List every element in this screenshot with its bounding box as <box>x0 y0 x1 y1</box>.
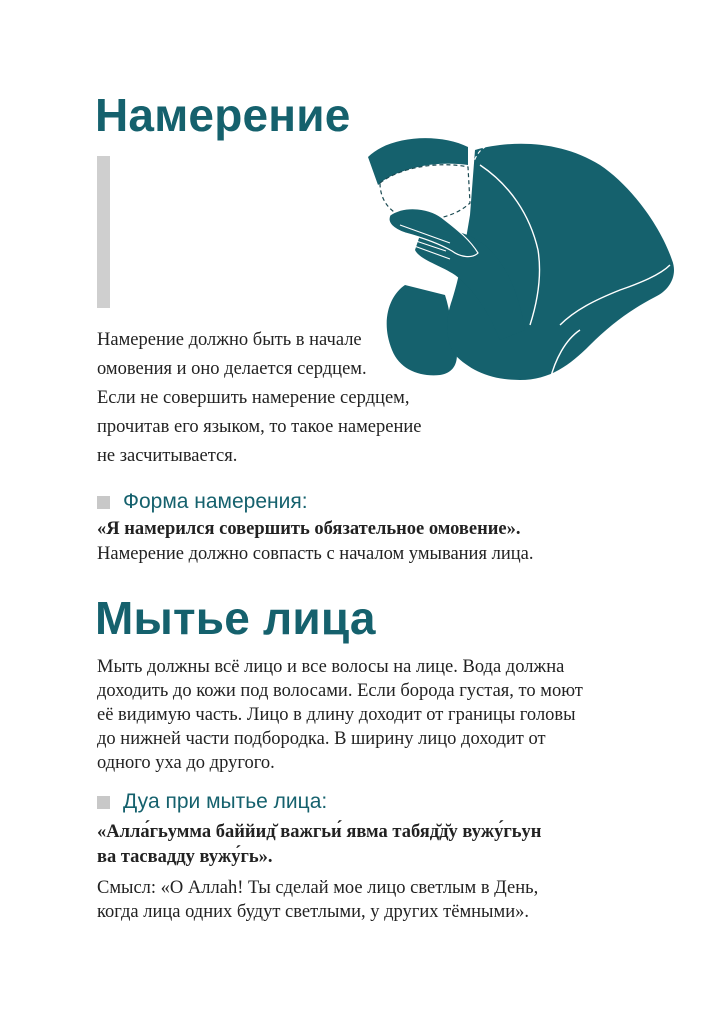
square-bullet-icon <box>97 496 110 509</box>
text-line: Мыть должны всё лицо и все волосы на лице. Вода должна <box>97 657 565 677</box>
subheading-intention-form <box>97 489 308 515</box>
subheading-label: Дуа при мытье лица: <box>123 790 328 813</box>
text-line: прочитав его языком, то такое намерение <box>97 417 422 437</box>
square-bullet-icon <box>97 796 110 809</box>
text-line: доходить до кожи под волосами. Если борода густая, то моют <box>97 681 583 701</box>
intention-note: Намерение должно совпасть с началом умывания лица. <box>97 544 534 564</box>
dua-meaning <box>97 876 657 924</box>
text-line: «Алла́гьумма баййид̆ важгьи́ явма табяд̆д̆у вужу́гьун <box>97 822 542 842</box>
intention-quote: «Я намерился совершить обязательное омовение». <box>97 519 521 539</box>
text-line: Если не совершить намерение сердцем, <box>97 388 410 408</box>
heading-face-washing: Мытье лица <box>95 592 376 644</box>
decorative-bar <box>97 156 110 308</box>
intention-form-block <box>97 517 657 567</box>
face-washing-paragraph <box>97 655 657 775</box>
text-line: ва тасвадду вужу́гь». <box>97 847 273 867</box>
text-line: Смысл: «О Аллаh! Ты сделай мое лицо светлым в День, <box>97 878 539 898</box>
text-line: омовения и оно делается сердцем. <box>97 359 367 379</box>
text-line: не засчитывается. <box>97 446 238 466</box>
intention-paragraph <box>97 326 497 471</box>
subheading-label: Форма намерения: <box>123 490 308 513</box>
text-line: Намерение должно быть в начале <box>97 330 362 350</box>
subheading-dua <box>97 789 327 815</box>
text-line: её видимую часть. Лицо в длину доходит от границы головы <box>97 705 576 725</box>
dua-text <box>97 820 657 870</box>
text-line: одного уха до другого. <box>97 753 275 773</box>
heading-intention: Намерение <box>95 89 351 141</box>
text-line: до нижней части подбородка. В ширину лицо доходит от <box>97 729 546 749</box>
text-line: когда лица одних будут светлыми, у других тёмными». <box>97 902 529 922</box>
